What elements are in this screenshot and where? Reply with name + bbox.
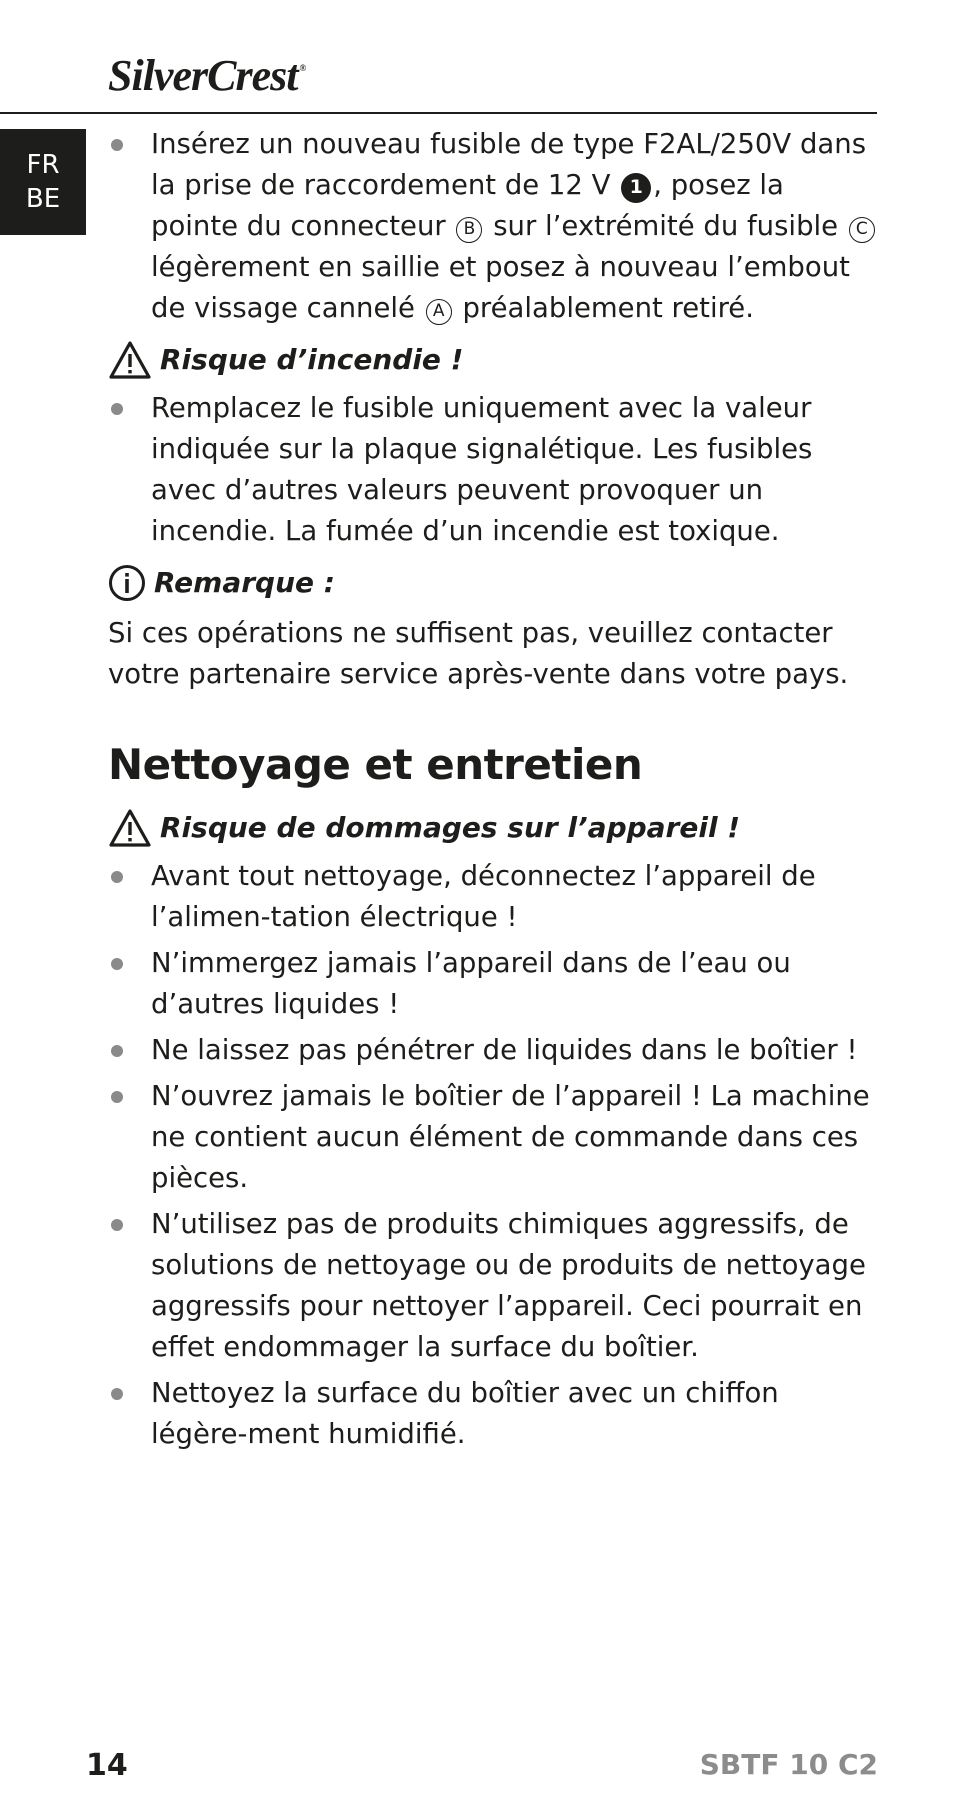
- note-text: Si ces opérations ne suffisent pas, veuillez contacter votre partenaire service après-vente dans votre pays.: [108, 617, 849, 690]
- lang-code-be: BE: [25, 184, 61, 214]
- section-title: Nettoyage et entretien: [108, 740, 643, 789]
- list-item: [108, 124, 878, 329]
- lang-code-fr: FR: [26, 150, 60, 180]
- text-span: sur l’extrémité du fusible: [484, 210, 847, 242]
- page-content: [108, 124, 878, 1460]
- info-icon: [108, 564, 146, 602]
- damage-warning-title: Risque de dommages sur l’appareil !: [160, 811, 741, 844]
- page-number: 14: [86, 1748, 128, 1783]
- ref-letter-b: B: [456, 217, 482, 243]
- language-tab: [0, 129, 86, 235]
- damage-warning-heading: [108, 807, 878, 848]
- text-span: , posez la pointe du connecteur: [151, 169, 784, 242]
- brand-logo-text: SilverCrest: [108, 51, 298, 100]
- list-item: N’immergez jamais l’appareil dans de l’eau ou d’autres liquides !: [108, 943, 878, 1025]
- fire-warning-list: [108, 388, 878, 552]
- cleaning-list: [108, 856, 878, 1455]
- list-item: N’utilisez pas de produits chimiques aggressifs, de solutions de nettoyage ou de produits de nettoyage aggressifs pour nettoyer l’appareil. Ceci pourrait en effet endommager la surface du boîtier.: [108, 1204, 878, 1368]
- model-number: SBTF 10 C2: [699, 1748, 878, 1781]
- note-title: Remarque :: [154, 566, 335, 599]
- fire-warning-title: Risque d’incendie !: [160, 343, 464, 376]
- header-divider: [0, 112, 877, 114]
- warning-triangle-icon: [108, 808, 152, 848]
- brand-logo: [108, 51, 306, 100]
- list-item: Nettoyez la surface du boîtier avec un chiffon légère-ment humidifié.: [108, 1373, 878, 1455]
- text-span: Insérez un nouveau fusible de type F2AL/250V dans la prise de raccordement de 12 V: [151, 128, 867, 201]
- registered-mark: ®: [299, 63, 306, 73]
- ref-letter-c: C: [849, 217, 875, 243]
- list-item: Avant tout nettoyage, déconnectez l’appareil de l’alimen-tation électrique !: [108, 856, 878, 938]
- ref-number-1: 1: [621, 173, 651, 203]
- note-heading: [108, 562, 878, 603]
- list-item: Ne laissez pas pénétrer de liquides dans le boîtier !: [108, 1030, 878, 1071]
- warning-triangle-icon: [108, 340, 152, 380]
- ref-letter-a: A: [426, 299, 452, 325]
- text-span: préalablement retiré.: [453, 292, 754, 324]
- list-item: N’ouvrez jamais le boîtier de l’appareil ! La machine ne contient aucun élément de commande dans ces pièces.: [108, 1076, 878, 1199]
- fire-warning-heading: [108, 339, 878, 380]
- fuse-instructions-list: [108, 124, 878, 329]
- text-span: légèrement en saillie et posez à nouveau l’embout de vissage cannelé: [151, 251, 850, 324]
- list-item: Remplacez le fusible uniquement avec la valeur indiquée sur la plaque signalétique. Les fusibles avec d’autres valeurs peuvent provoquer un incendie. La fumée d’un incendie est toxique.: [108, 388, 878, 552]
